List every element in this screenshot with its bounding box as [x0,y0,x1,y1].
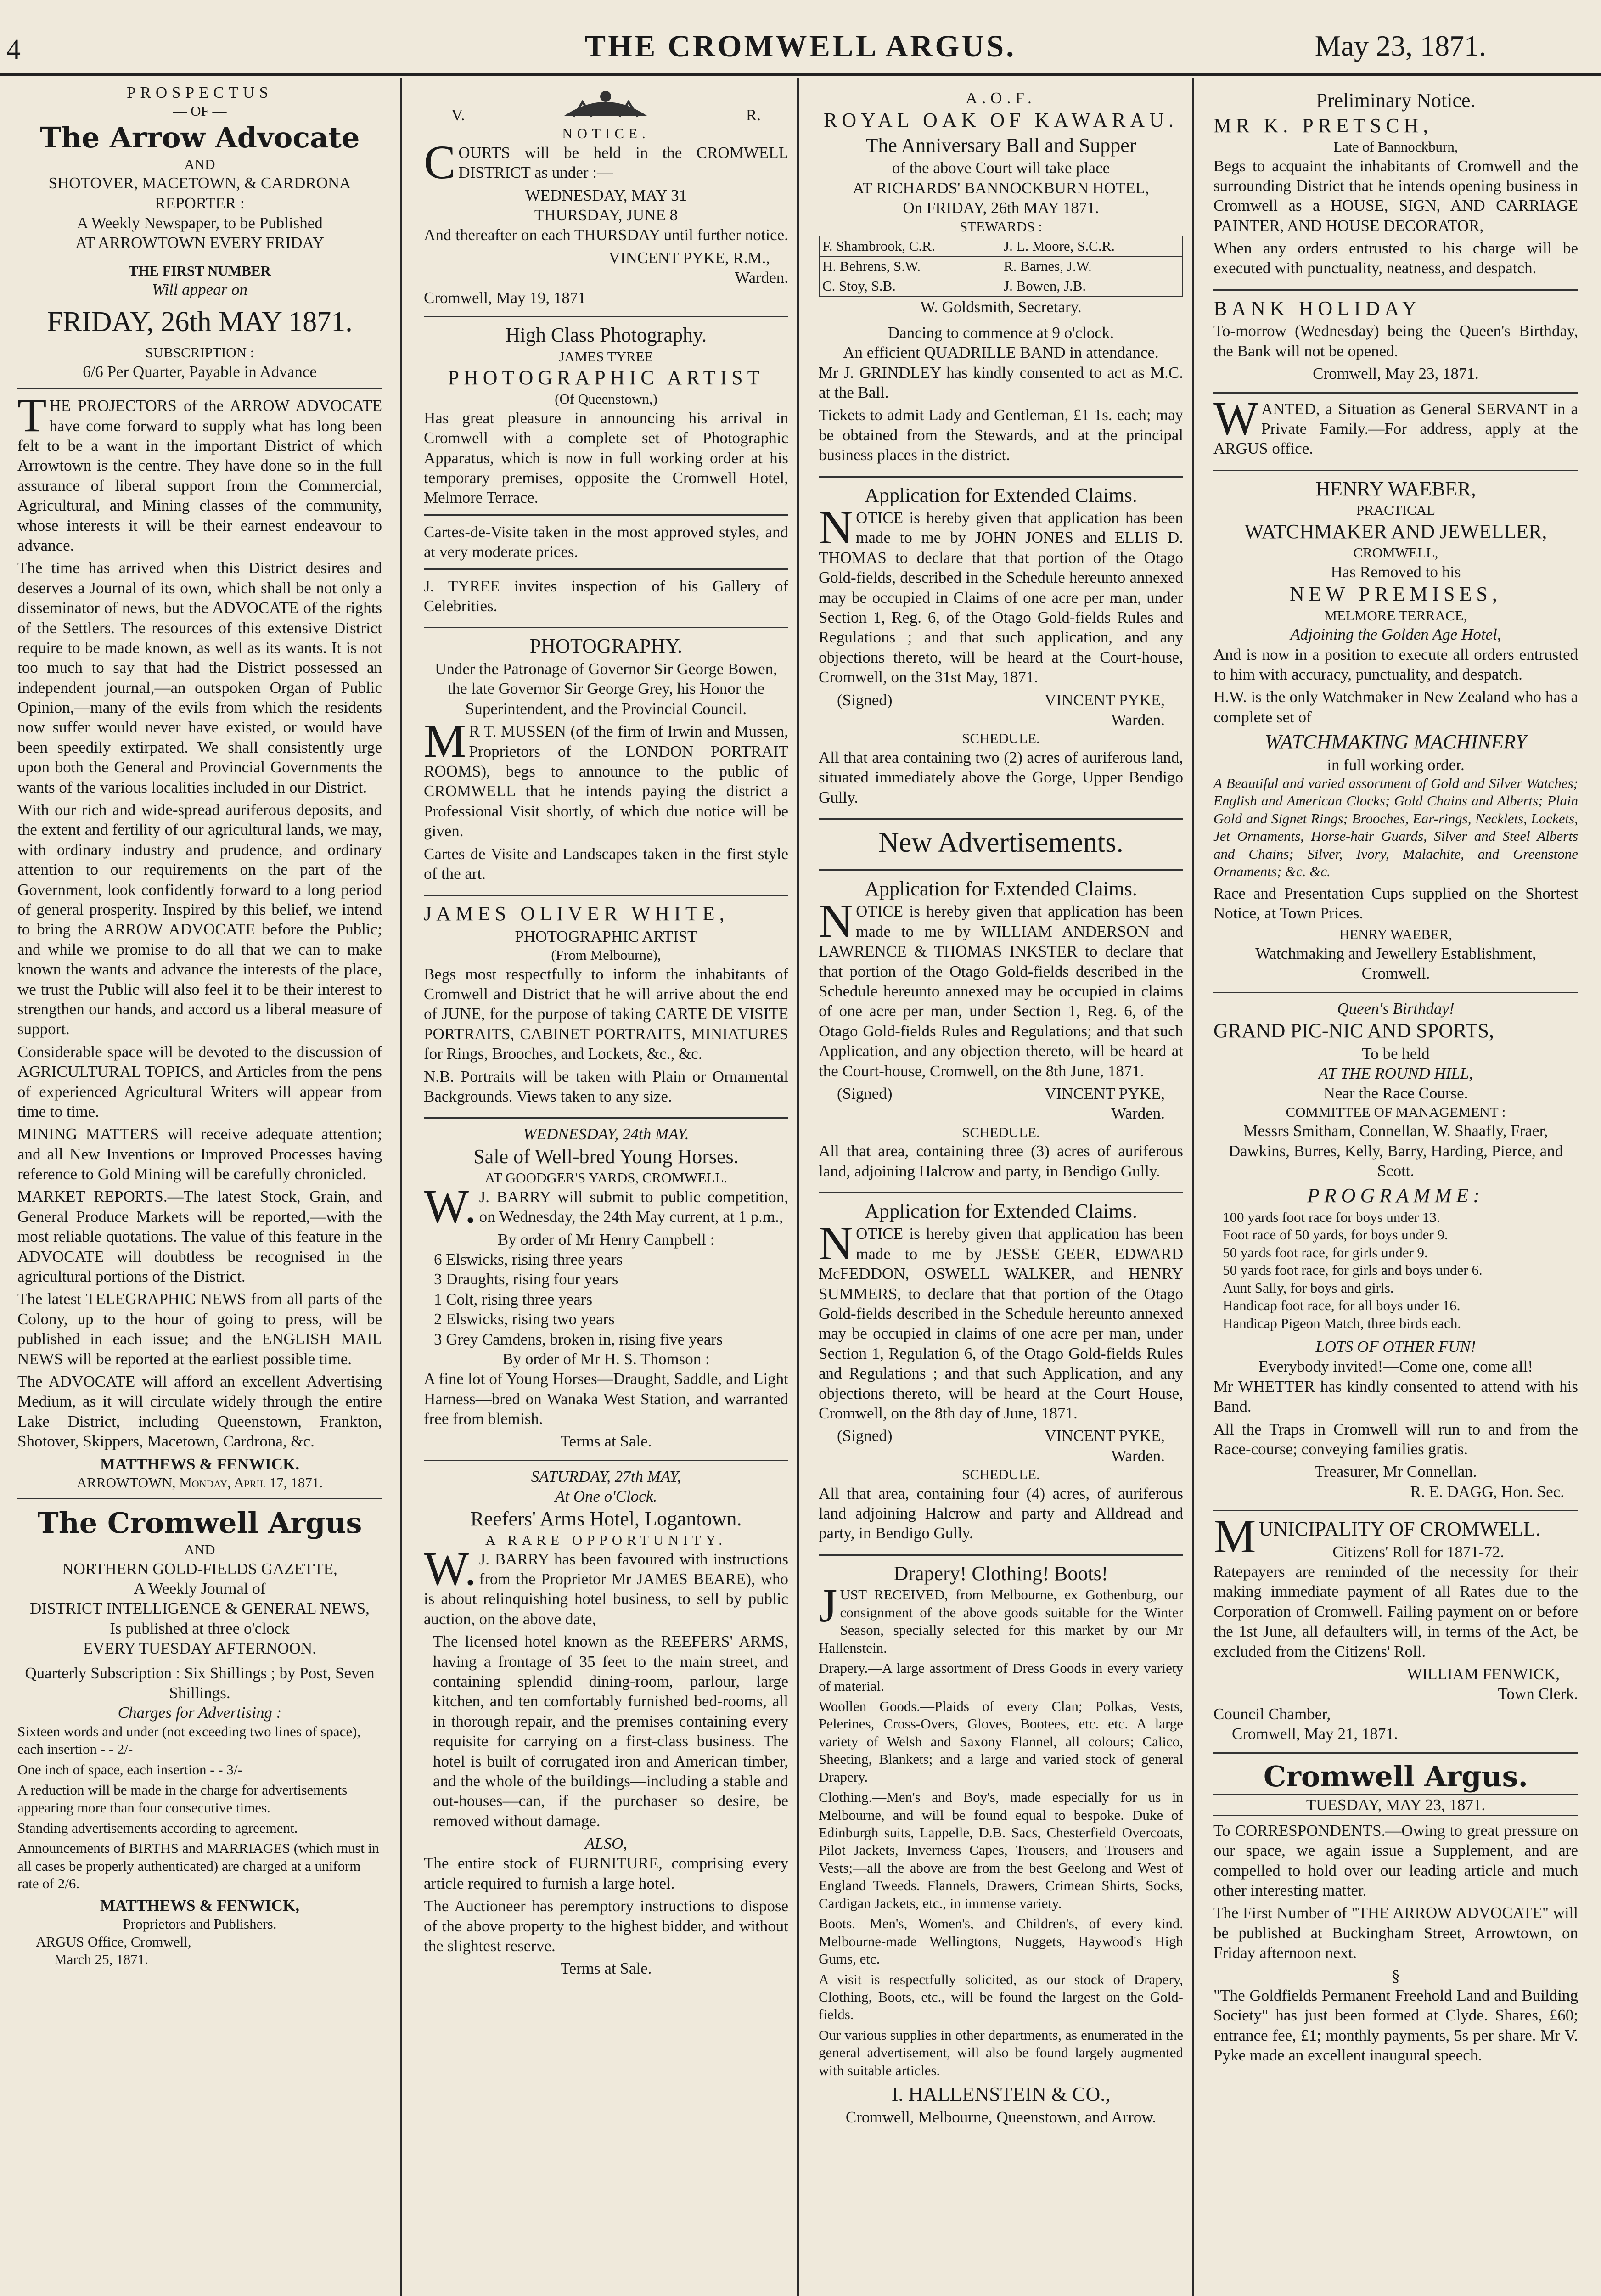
prospectus-heading: PROSPECTUS [127,84,273,101]
ad-body: Begs most respectfully to inform the inhabitants of Cromwell and District that he will arrive about the end of JUNE, for the purpose of taking CARTE DE VISITE PORTRAITS, CABINET PORTRAITS, MINIATURES for Rings, Brooches, and Lockets, &c., &c. [424,965,788,1063]
stock-item: Our various supplies in other departments, as enumerated in the general advertisement, will also be found largely augmented with suitable articles. [819,2026,1183,2078]
wanted-ad [1213,394,1578,471]
list-item: Foot race of 50 yards, for boys under 9. [1223,1227,1448,1243]
signature-row [819,1084,1183,1103]
ad-line: of the above Court will take place [892,159,1110,177]
ad-body: Race and Presentation Cups supplied on the Shortest Notice, at Town Prices. [1213,884,1578,923]
list-item: Aunt Sally, for boys and girls. [1223,1279,1394,1296]
prospectus-ad [17,83,382,382]
office-date: March 25, 1871. [54,1951,148,1968]
schedule-text: All that area containing two (2) acres of auriferous land, situated immediately above the Gorge, Upper Bendigo Gully. [819,748,1183,806]
argus-line: EVERY TUESDAY AFTERNOON. [83,1639,316,1658]
tyree-ad [424,317,788,628]
ad-body: N.B. Portraits will be taken with Plain or Ornamental Backgrounds. Views taken to any size. [424,1067,788,1105]
prospectus-paragraph: Considerable space will be devoted to the discussion of AGRICULTURAL TOPICS, and Articles from the pens of experienced Agricultural Writers will appear from time to time. [17,1042,382,1120]
ad-body: When any orders entrusted to his charge will be executed with punctuality, neatness, and despatch. [1213,239,1578,277]
editorial-masthead: Cromwell Argus. [1263,1759,1528,1793]
photographer-title: PHOTOGRAPHIC ARTIST [448,366,764,389]
gazette-subtitle: NORTHERN GOLD-FIELDS GAZETTE, [62,1559,337,1578]
signed-label: (Signed) [837,691,893,709]
photographer-origin: (Of Queenstown,) [555,391,657,407]
ad-line: Council Chamber, [1213,1705,1331,1723]
claims-notice-2 [819,871,1183,1193]
column-3 [810,83,1191,2296]
ad-body: H.W. is the only Watchmaker in New Zealand who has a complete set of [1213,688,1578,726]
bank-holiday-ad [1213,291,1578,394]
signature-row [819,690,1183,710]
royal-crest-row [424,88,788,125]
list-item: 1 Colt, rising three years [434,1290,593,1308]
hallenstein-ad [819,1556,1183,2127]
charges-label: Charges for Advertising : [118,1704,282,1722]
list-item: 100 yards foot race for boys under 13. [1223,1209,1440,1225]
argus-line: A Weekly Journal of [134,1580,266,1598]
schedule-text: All that area, containing four (4) acres, of auriferous land adjoining Halcrow and party and Alldread and party, in Bendigo Gully. [819,1484,1183,1542]
picnic-venue: AT THE ROUND HILL, [1318,1064,1473,1082]
will-appear-line: Will appear on [152,281,248,299]
and-line: AND [184,1542,215,1558]
ad-line: Has Removed to his [1331,563,1461,581]
prospectus-paragraph: The latest TELEGRAPHIC NEWS from all parts of the Colony, up to the hour of going to press, will be published in each issue; and the ENGLISH MAIL NEWS will be reported at the earliest possible time. [17,1290,382,1368]
list-item: Handicap foot race, for all boys under 16. [1223,1297,1461,1314]
prospectus-body [17,389,382,1451]
signature-title: Warden. [1111,1104,1165,1123]
subscription-line: 6/6 Per Quarter, Payable in Advance [83,362,317,381]
publishers-signature: MATTHEWS & FENWICK, [100,1896,299,1914]
table-cell: F. Shambrook, C.R. [820,236,1001,256]
notice-date: Cromwell, May 19, 1871 [424,288,586,307]
ad-body: NOTICE is hereby given that application has been made to me by JOHN JONES and ELLIS D. THOMAS to declare that that portion of the Otago Gold-fields, described in the Schedule hereunto annexed may be occupied in Claims of one acre per man, under Section 1, Reg. 6, of the Otago Gold-fields Rules and Regulations ; and that such application, and any objections thereto, will be heard at the Court-house, Cromwell, on the 31st May, 1871. [819,501,1183,687]
photographer-title: PHOTOGRAPHIC ARTIST [515,927,697,945]
list-item: Handicap Pigeon Match, three birds each. [1223,1315,1461,1331]
ad-body: The entire stock of FURNITURE, comprising every article required to furnish a large hotel. [424,1854,788,1892]
lodge-initials: A.O.F. [966,89,1036,107]
programme-heading: PROGRAMME: [1307,1184,1484,1207]
ad-body: Begs to acquaint the inhabitants of Cromwell and the surrounding District that he intends opening business in Cromwell as a HOUSE, SIGN, AND CARRIAGE PAINTER, AND HOUSE DECORATOR, [1213,157,1578,235]
stock-item: Clothing.—Men's and Boy's, made especially for us in Melbourne, and will be found equal to bespoke. Duke of Edinburgh suits, Lappelle, D.B. Sacs, Chesterfield Overcoats, Pilot Jackets, Inverness Capes, Trousers, and Trousers and Vests;—all the above are from the best Geelong and West of England Tweeds. Flannels, Drawers, Crimean Shirts, Socks, Cardigan Jackets, etc., in immense variety. [819,1789,1183,1911]
ad-body: Mr WHETTER has kindly consented to attend with his Band. [1213,1377,1578,1416]
stock-item: Boots.—Men's, Women's, and Children's, of every kind. Melbourne-made Wellingtons, Nuggets, Haywood's High Gums, etc. [819,1915,1183,1967]
courts-notice [424,83,788,317]
and-line: AND [184,156,215,172]
lodge-name: ROYAL OAK OF KAWARAU. [824,109,1178,132]
issue-date: May 23, 1871. [1315,29,1486,62]
editorial-paragraph: "The Goldfields Permanent Freehold Land and Building Society" has just been formed at Clyde. Shares, £60; entrance fee, £1; monthly payments, 5s per share. Mr V. Pyke made an excellent inaugural speech. [1213,1986,1578,2065]
column-2 [416,83,797,2296]
ad-heading: GRAND PIC-NIC AND SPORTS, [1213,1019,1494,1042]
prospectus-paragraph: The ADVOCATE will afford an excellent Advertising Medium, as it will circulate widely through the entire Lake District, including Queenstown, Frankton, Shotover, Skippers, Macetown, Cardrona, &c. [17,1372,382,1451]
signed-label: (Signed) [837,1084,893,1103]
ad-line: LOTS OF OTHER FUN! [1315,1337,1476,1356]
ad-body: All the Traps in Cromwell will run to and from the Race-course; conveying families gratis. [1213,1420,1578,1458]
ad-heading: Application for Extended Claims. [865,877,1137,900]
ad-heading: PHOTOGRAPHY. [529,635,683,658]
argus-line: DISTRICT INTELLIGENCE & GENERAL NEWS, [30,1599,370,1618]
ad-body: JUST RECEIVED, from Melbourne, ex Gothenburg, our consignment of the above goods suitable for the Winter Season, specially selected for this market by our Mr Hallenstein. [819,1579,1183,1656]
ad-heading: WATCHMAKER AND JEWELLER, [1244,520,1547,543]
schedule-label: SCHEDULE. [962,730,1040,747]
column-rule [1192,78,1194,2296]
column-rule [400,78,402,2296]
ad-body: The Auctioneer has peremptory instructions to dispose of the above property to the highest bidder, and without the slightest reserve. [424,1897,788,1955]
signature: VINCENT PYKE, R.M., [608,248,770,267]
of-line: — OF — [173,103,227,119]
newspaper-title: THE CROMWELL ARGUS. [584,28,1017,63]
argus-line: Is published at three o'clock [110,1619,290,1638]
ad-line: An efficient QUADRILLE BAND in attendance. [843,343,1159,362]
ad-heading: The Anniversary Ball and Supper [865,134,1136,157]
also-line: ALSO, [584,1835,628,1853]
crest-r: R. [746,106,761,124]
claims-notice-3 [819,1193,1183,1556]
signature: MATTHEWS & FENWICK. [100,1455,299,1473]
pretsch-ad [1213,83,1578,291]
signature: R. E. DAGG, Hon. Sec. [1410,1482,1564,1501]
crest-v: V. [451,106,465,124]
prospectus-paragraph: MINING MATTERS will receive adequate attention; and all New Inventions or Improved Processes having reference to Gold Mining will be carefully chronicled. [17,1125,382,1183]
table-cell: J. L. Moore, S.C.R. [1001,236,1182,256]
ad-heading: Reefers' Arms Hotel, Logantown. [470,1507,742,1530]
signature-title: Warden. [735,269,788,287]
ad-body: A fine lot of Young Horses—Draught, Saddle, and Light Harness—bred on Wanaka West Station, and warranted free from blemish. [424,1370,788,1428]
court-date: THURSDAY, JUNE 8 [534,206,678,224]
ad-line: MELMORE TERRACE, [1324,607,1467,624]
ad-body: MR T. MUSSEN (of the firm of Irwin and Mussen, Proprietors of the LONDON PORTRAIT ROOMS), begs to announce to the public of CROMWELL that he intends paying the district a Professional Visit shortly, of which due notice will be given. [424,715,788,840]
municipality-ad [1213,1511,1578,1753]
ad-subheading: WATCHMAKING MACHINERY [1264,731,1527,754]
terms-line: Terms at Sale. [560,1432,652,1451]
photographer-origin: (From Melbourne), [551,947,661,963]
ad-body: A Beautiful and varied assortment of Gold and Silver Watches; English and American Clocks; Gold Chains and Alberts; Plain Gold and Signet Rings; Brooches, Ear-rings, Necklets, Lockets, Jet Ornaments, Horse-hair Guards, Silver and Steel Alberts and Chains; Silver, Ivory, Malachite, and Greenstone Ornaments; &c. &c. [1213,775,1578,880]
committee-label: COMMITTEE OF MANAGEMENT : [1286,1103,1506,1120]
ad-body: W.J. BARRY has been favoured with instructions from the Proprietor Mr JAMES BEARE), who is about relinquishing hotel business, to sell by public auction, on the above date, [424,1542,788,1628]
ball-date: On FRIDAY, 26th MAY 1871. [903,199,1099,217]
ad-heading: Application for Extended Claims. [865,484,1137,506]
page-number: 4 [6,34,21,65]
sale-venue: AT GOODGER'S YARDS, CROMWELL. [484,1170,728,1186]
mussen-ad [424,628,788,896]
editorial-section [1213,1754,1578,2065]
patronage-text: Under the Patronage of Governor Sir George Bowen, the late Governor Sir George Grey, his Honor the Superintendent, and the Provincial Council. [435,659,777,718]
signature-row [819,1426,1183,1446]
sale-date: SATURDAY, 27th MAY, [531,1467,681,1486]
ad-body: Ratepayers are reminded of the necessity for their making immediate payment of all Rates due to the Corporation of Cromwell. Failing payment on or before the 1st June, all defaulters will, in terms of the Act, be excluded from the Citizens' Roll. [1213,1563,1578,1660]
events-list [1213,1209,1578,1332]
rate-item: Standing advertisements according to agreement. [17,1820,298,1836]
divider [17,1498,382,1499]
ad-line: PRACTICAL [1356,502,1436,518]
advertiser-name: MR K. PRETSCH, [1213,114,1433,137]
ad-body: Cartes-de-Visite taken in the most approved styles, and at very moderate prices. [424,523,788,561]
committee-names: Messrs Smitham, Connellan, W. Shaafly, Fraer, Dawkins, Burres, Kelly, Barry, Harding, Pierce, and Scott. [1228,1122,1563,1180]
list-item: 2 Elswicks, rising two years [434,1310,615,1328]
stewards-table [819,236,1183,297]
ad-line: CROMWELL, [1353,545,1438,561]
claims-notice-1 [819,478,1183,820]
firm-locations: Cromwell, Melbourne, Queenstown, and Arrow. [845,2108,1157,2126]
editorial-paragraph: To CORRESPONDENTS.—Owing to great pressure on our space, we again issue a Supplement, and are compelled to hold over our leading article and much other interesting matter. [1213,1821,1578,1899]
ad-body: Has great pleasure in announcing his arrival in Cromwell with a complete set of Photographic Apparatus, which is now in full working order at his temporary premises, opposite the Cromwell Hotel, Melmore Terrace. [424,409,788,507]
column-1 [9,83,390,2296]
ad-body: WANTED, a Situation as General SERVANT in a Private Family.—For address, apply at the ARGUS office. [1213,392,1578,458]
ad-body: To-morrow (Wednesday) being the Queen's Birthday, the Bank will not be opened. [1213,322,1578,360]
signature: WILLIAM FENWICK, [1407,1665,1560,1683]
stock-item: A visit is respectfully solicited, as our stock of Drapery, Clothing, Boots, etc., will be found the largest on the Gold-fields. [819,1971,1183,2023]
quarterly-subscription: Quarterly Subscription : Six Shillings ; by Post, Seven Shillings. [25,1664,375,1702]
list-item: 3 Draughts, rising four years [434,1270,618,1289]
advertiser-origin: Late of Bannockburn, [1333,139,1458,155]
order-line: By order of Mr Henry Campbell : [497,1230,715,1249]
subscription-label: SUBSCRIPTION : [145,344,254,361]
ad-subheading: Citizens' Roll for 1871-72. [1332,1542,1505,1561]
stewards-label: STEWARDS : [960,218,1042,235]
ad-heading: Sale of Well-bred Young Horses. [473,1145,739,1168]
divider [424,514,788,516]
table-cell: R. Barnes, J.W. [1001,257,1182,276]
divider [424,568,788,570]
list-item: 3 Grey Camdens, broken in, rising five years [434,1330,723,1348]
separator-icon: § [1392,1966,1400,1985]
secretary-line: W. Goldsmith, Secretary. [920,298,1082,316]
launch-date: FRIDAY, 26th MAY 1871. [47,306,353,338]
ad-heading: High Class Photography. [505,323,707,346]
ad-subheading: NEW PREMISES, [1290,583,1502,606]
prospectus-paragraph: THE PROJECTORS of the ARROW ADVOCATE have come forward to supply what has long been felt to be a want in the important District of which Arrowtown is the centre. They have done so in the full assurance of liberal support from the Commercial, Agricultural, and Mining classes of the community, whose interests it will be their earnest endeavour to advance. [17,389,382,554]
arrow-advocate-title: The Arrow Advocate [39,120,360,154]
ad-line: To be held [1362,1044,1430,1063]
schedule-text: All that area, containing three (3) acres of auriferous land, adjoining Halcrow and party, in Bendigo Gully. [819,1142,1183,1180]
ad-line: Everybody invited!—Come one, come all! [1258,1357,1533,1376]
first-number-line: THE FIRST NUMBER [129,262,271,279]
courts-after: And thereafter on each THURSDAY until further notice. [424,226,788,244]
schedule-label: SCHEDULE. [962,1124,1040,1140]
signature: HENRY WAEBER, [1339,926,1453,943]
ball-venue: AT RICHARDS' BANNOCKBURN HOTEL, [853,179,1149,197]
ad-kicker: Queen's Birthday! [1337,999,1455,1018]
editorial-date: TUESDAY, MAY 23, 1871. [1213,1794,1578,1816]
signature-line: Watchmaking and Jewellery Establishment, [1255,944,1536,962]
prospectus-paragraph: With our rich and wide-spread auriferous deposits, and the extent and fertility of our agricultural lands, we may, with ordinary industry and prudence, and ordinary attention to our requirements on the part of the Government, look confidently forward to a long period of general prosperity. Inspired by this belief, we intend to bring the ARROW ADVOCATE before the Public; and while we promise to do all that we can to make known the wants and advance the interests of the place, we trust the Public will also feel it to be their interest to strengthen our hands, and accord us a liberal measure of support. [17,801,382,1038]
court-date: WEDNESDAY, MAY 31 [525,186,687,204]
ad-body: NOTICE is hereby given that application has been made to me by JESSE GEER, EDWARD McFEDDON, OSWELL WALKER, and HENRY SUMMERS, to declare that that portion of the Otago Gold-fields described in the Schedule hereunto annexed may be occupied in claims of one acre per man, under Section 1, Regulation 6, of the Otago Gold-fields Rules and Regulations ; and that such Application, and any objections thereto, will be heard at the Court House, Cromwell, on the 8th day of June, 1871. [819,1217,1183,1422]
page-header [0,0,1601,76]
signature-date: ARROWTOWN, Monday, April 17, 1871. [76,1474,323,1491]
courts-text: COURTS will be held in the CROMWELL DISTRICT as under :— [424,135,788,189]
ad-body: Cartes de Visite and Landscapes taken in the first style of the art. [424,844,788,883]
signature: VINCENT PYKE, [1045,1427,1165,1445]
table-cell: J. Bowen, J.B. [1001,276,1182,296]
reporter-line: SHOTOVER, MACETOWN, & CARDRONA [48,174,351,192]
section-heading: New Advertisements. [878,827,1124,858]
sale-date: WEDNESDAY, 24th MAY. [523,1125,689,1143]
ad-heading: Preliminary Notice. [1316,89,1476,112]
horse-sale-ad [424,1119,788,1461]
order-line: By order of Mr H. S. Thomson : [502,1350,710,1368]
ad-body: J. TYREE invites inspection of his Gallery of Celebrities. [424,577,788,615]
rate-item: A reduction will be made in the charge for advertisements appearing more than four consecutive times. [17,1782,348,1816]
ad-heading: BANK HOLIDAY [1213,297,1421,320]
picnic-ad [1213,993,1578,1511]
ad-date: Cromwell, May 23, 1871. [1313,365,1479,383]
table-cell: H. Behrens, S.W. [820,257,1001,276]
prospectus-paragraph: The time has arrived when this District desires and deserves a Journal of its own, which shall be not only a disseminator of news, but the ADVOCATE of the rights of the Settlers. The resources of this extensive District require to be made known, as well as its wants. It is not too much to say that had the District possessed an independent journal,—an outspoken Organ of Public Opinion,—many of the evils from which the residents now suffer would never have existed, or would have been speedily extirpated. We shall consistently urge upon both the General and Provincial Governments the wants of the various localities included in our District. [17,559,382,796]
ad-line: in full working order. [1327,755,1465,774]
ad-body: Tickets to admit Lady and Gentleman, £1 1s. each; may be obtained from the Stewards, and at the principal business places in the district. [819,406,1183,464]
schedule-label: SCHEDULE. [962,1466,1040,1483]
column-rule [797,78,799,2296]
waeber-ad [1213,471,1578,993]
signature-title: Town Clerk. [1498,1685,1578,1703]
ad-body: NOTICE is hereby given that application has been made to me by WILLIAM ANDERSON and LAWRENCE & THOMAS INKSTER to declare that that portion of the Otago Gold-fields described in the Schedule hereunto annexed may be occupied in claims of one acre per man, under Section 1, Reg. 6, of the Otago Gold-fields Rules and Regulations; and that such Application, and any objection thereto, will be heard at the Court-house, Cromwell, on the 8th June, 1871. [819,895,1183,1080]
signature: VINCENT PYKE, [1045,1084,1165,1103]
ad-heading: Drapery! Clothing! Boots! [893,1562,1108,1585]
list-item: 50 yards foot race, for girls under 9. [1223,1244,1428,1261]
ad-body: W.J. BARRY will submit to public competition, on Wednesday, the 24th May current, at 1 p.m., [424,1180,788,1233]
hotel-sale-ad [424,1461,788,1979]
ad-heading: Application for Extended Claims. [865,1199,1137,1222]
stock-item: Drapery.—A large assortment of Dress Goods in every variety of material. [819,1660,1183,1694]
ad-date: Cromwell, May 21, 1871. [1232,1725,1398,1743]
ad-subheading: A RARE OPPORTUNITY. [485,1532,727,1548]
ad-line: Adjoining the Golden Age Hotel, [1290,625,1501,644]
photographer-name: JAMES OLIVER WHITE, [424,902,729,925]
horse-list [424,1249,788,1349]
appear-line: AT ARROWTOWN EVERY FRIDAY [75,234,324,252]
office-line: ARGUS Office, Cromwell, [36,1933,191,1950]
cromwell-argus-title: The Cromwell Argus [37,1506,362,1540]
column-4 [1205,83,1586,2296]
photographer-name: JAMES TYREE [559,348,653,365]
rate-item: One inch of space, each insertion - - 3/- [17,1761,242,1778]
ad-heading: MUNICIPALITY OF CROMWELL. [1213,1510,1541,1563]
signature: VINCENT PYKE, [1045,691,1165,709]
signature-line: Cromwell. [1361,964,1430,983]
ad-line: Dancing to commence at 9 o'clock. [888,323,1114,342]
argus-terms-ad [17,1506,382,1722]
aof-ball-ad [819,83,1183,478]
signature-title: Warden. [1111,710,1165,729]
list-item: 6 Elswicks, rising three years [434,1250,623,1268]
signature-title: Warden. [1111,1446,1165,1465]
ad-line: Near the Race Course. [1323,1084,1468,1103]
divider [17,388,382,389]
rate-item: Announcements of BIRTHS and MARRIAGES (which must in all cases be properly authenticated) are charged at a uniform rate of 2/6. [17,1840,379,1892]
ad-body: And is now in a position to execute all orders entrusted to him with accuracy, punctuality, and despatch. [1213,645,1578,683]
new-advertisements-banner [819,820,1183,871]
advertiser-name: HENRY WAEBER, [1315,477,1476,500]
weekly-line: A Weekly Newspaper, to be Published [77,214,323,232]
signature-line: Treasurer, Mr Connellan. [1315,1463,1477,1481]
stock-item: Woollen Goods.—Plaids of every Clan; Polkas, Vests, Pelerines, Cross-Overs, Gloves, Bootees, etc. etc. A large variety of Welsh and Saxony Flannel, all colours; Calico, Sheeting, Blankets; and a large and varied stock of general Drapery. [819,1698,1183,1785]
terms-line: Terms at Sale. [560,1959,652,1978]
publishers-role: Proprietors and Publishers. [123,1916,277,1932]
table-cell: C. Stoy, S.B. [820,276,1001,296]
rate-item: Sixteen words and under (not exceeding two lines of space), each insertion - - 2/- [17,1723,361,1757]
firm-name: I. HALLENSTEIN & CO., [891,2083,1111,2106]
ad-body: Mr J. GRINDLEY has kindly consented to act as M.C. at the Ball. [819,363,1183,401]
ad-body: The licensed hotel known as the REEFERS' ARMS, having a frontage of 35 feet to the main street, and containing splendid dining-room, parlour, large kitchen, and ten comfortably furnished bed-rooms, all in thorough repair, and the premises containing every requisite for carrying on a first-class business. The hotel is built of corrugated iron and American timber, and the whole of the buildings—including a stable and out-houses—can, if the purchaser so desire, be removed without damage. [433,1632,788,1830]
royal-crest-icon [555,88,656,120]
rates-list [17,1723,382,1893]
notice-heading: NOTICE. [562,125,650,142]
list-item: 50 yards foot race, for girls and boys under 6. [1223,1262,1483,1278]
sale-time: At One o'Clock. [555,1487,657,1506]
editorial-paragraph: The First Number of "THE ARROW ADVOCATE" will be published at Buckingham Street, Arrowtown, on Friday afternoon next. [1213,1904,1578,1962]
prospectus-paragraph: MARKET REPORTS.—The latest Stock, Grain, and General Produce Markets will be reported,—with the most reliable quotations. The value of this feature in the ADVOCATE will doubtless be recognised in the agricultural portions of the District. [17,1187,382,1286]
signed-label: (Signed) [837,1427,893,1445]
reporter-label: REPORTER : [155,194,245,212]
white-ad [424,896,788,1119]
